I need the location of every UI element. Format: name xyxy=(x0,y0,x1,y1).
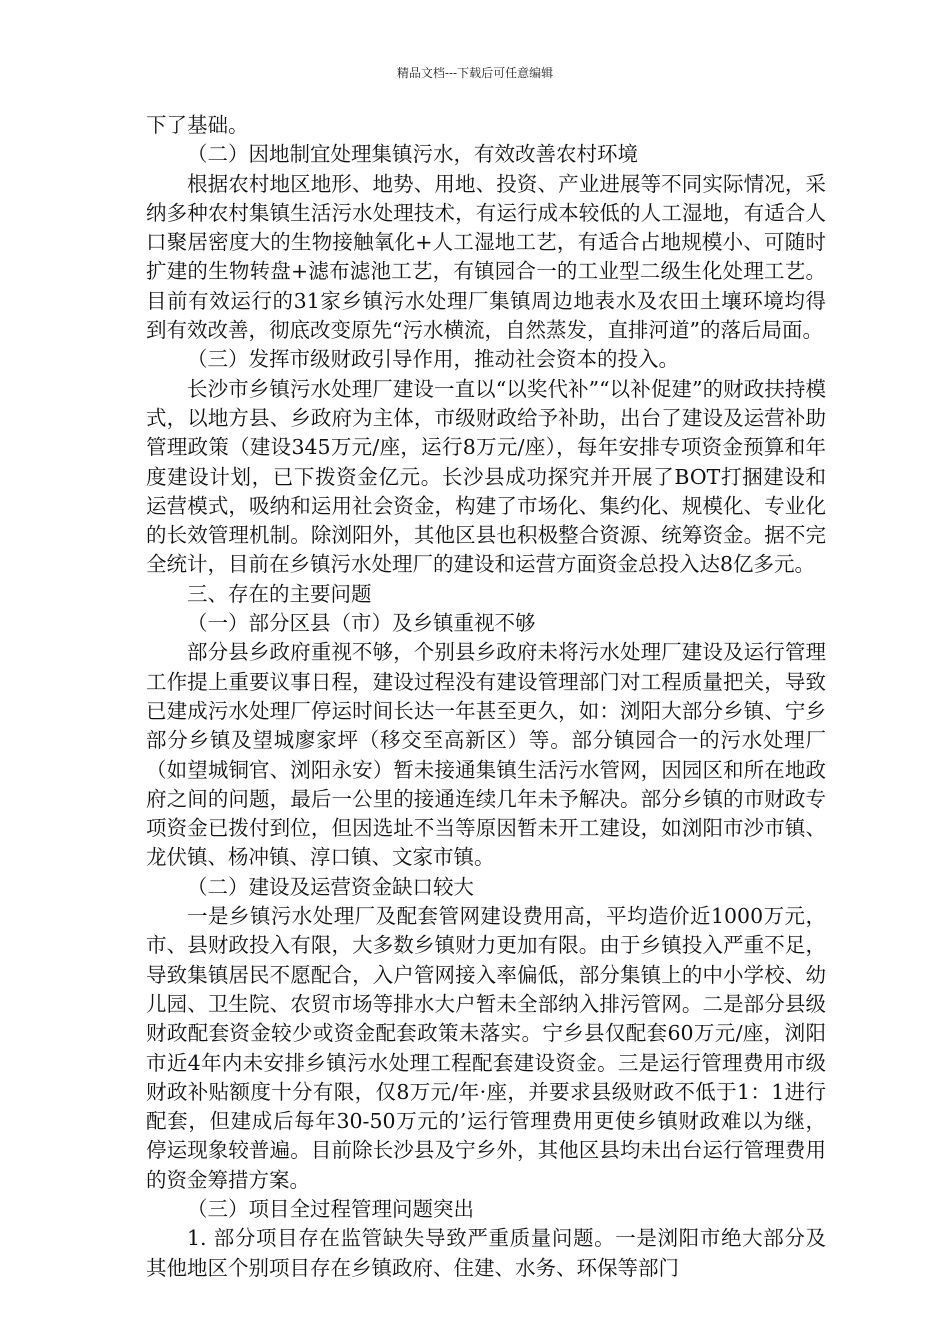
paragraph: 根据农村地区地形、地势、用地、投资、产业进展等不同实际情况，采纳多种农村集镇生活污水处理技术，有运行成本较低的人工湿地，有适合人口聚居密度大的生物接触氧化+人工湿地工艺，有适合占地规模小、可随时扩建的生物转盘+滤布滤池工艺，有镇园合一的工业型二级生化处理工艺。目前有效运行的31家乡镇污水处理厂集镇周边地表水及农田土壤环境均得到有效改善，彻底改变原先“污水横流，自然蒸发，直排河道”的落后局面。 xyxy=(146,171,826,343)
section-heading: 三、存在的主要问题 xyxy=(187,581,372,606)
section-heading: （一）部分区县（市）及乡镇重视不够 xyxy=(187,611,536,636)
section-heading: （三）发挥市级财政引导作用，推动社会资本的投入。 xyxy=(187,347,679,372)
paragraph: 长沙市乡镇污水处理厂建设一直以“以奖代补”“以补促建”的财政扶持模式，以地方县、乡政府为主体，市级财政给予补助，出台了建设及运营补助管理政策（建设345万元/座，运行8万元/座），每年安排专项资金预算和年度建设计划，已下拨资金亿元。长沙县成功探究并开展了BOT打捆建设和运营模式，吸纳和运用社会资金，构建了市场化、集约化、规模化、专业化的长效管理机制。除浏阳外，其他区县也积极整合资源、统筹资金。据不完全统计，目前在乡镇污水处理厂的建设和运营方面资金总投入达8亿多元。 xyxy=(146,376,826,577)
section-heading: （二）因地制宜处理集镇污水，有效改善农村环境 xyxy=(187,142,638,167)
section-heading: （三）项目全过程管理问题突出 xyxy=(187,1196,474,1221)
page-header: 精品文档---下载后可任意编辑 xyxy=(396,66,554,80)
paragraph: 1. 部分项目存在监管缺失导致严重质量问题。一是浏阳市绝大部分及其他地区个别项目存在乡镇政府、住建、水务、环保等部门 xyxy=(146,1226,826,1280)
document-body xyxy=(146,111,826,1283)
paragraph: 一是乡镇污水处理厂及配套管网建设费用高，平均造价近1000万元，市、县财政投入有限，大多数乡镇财力更加有限。由于乡镇投入严重不足，导致集镇居民不愿配合，入户管网接入率偏低，部分集镇上的中小学校、幼儿园、卫生院、农贸市场等排水大户暂未全部纳入排污管网。二是部分县级财政配套资金较少或资金配套政策未落实。宁乡县仅配套60万元/座，浏阳市近4年内未安排乡镇污水处理工程配套建设资金。三是运行管理费用市级财政补贴额度十分有限，仅8万元/年·座，并要求县级财政不低于1：1进行配套，但建成后每年30-50万元的’运行管理费用更使乡镇财政难以为继，停运现象较普遍。目前除长沙县及宁乡外，其他区县均未出台运行管理费用的资金筹措方案。 xyxy=(146,904,826,1192)
section-heading: （二）建设及运营资金缺口较大 xyxy=(187,874,474,899)
paragraph: 下了基础。 xyxy=(146,113,249,137)
paragraph: 部分县乡政府重视不够，个别县乡政府未将污水处理厂建设及运行管理工作提上重要议事日程，建设过程没有建设管理部门对工程质量把关，导致已建成污水处理厂停运时间长达一年甚至更久，如：浏阳大部分乡镇、宁乡部分乡镇及望城廖家坪（移交至高新区）等。部分镇园合一的污水处理厂（如望城铜官、浏阳永安）暂未接通集镇生活污水管网，因园区和所在地政府之间的问题，最后一公里的接通连续几年未予解决。部分乡镇的市财政专项资金已拨付到位，但因选址不当等原因暂未开工建设，如浏阳市沙市镇、龙伏镇、杨冲镇、淳口镇、文家市镇。 xyxy=(146,640,826,870)
